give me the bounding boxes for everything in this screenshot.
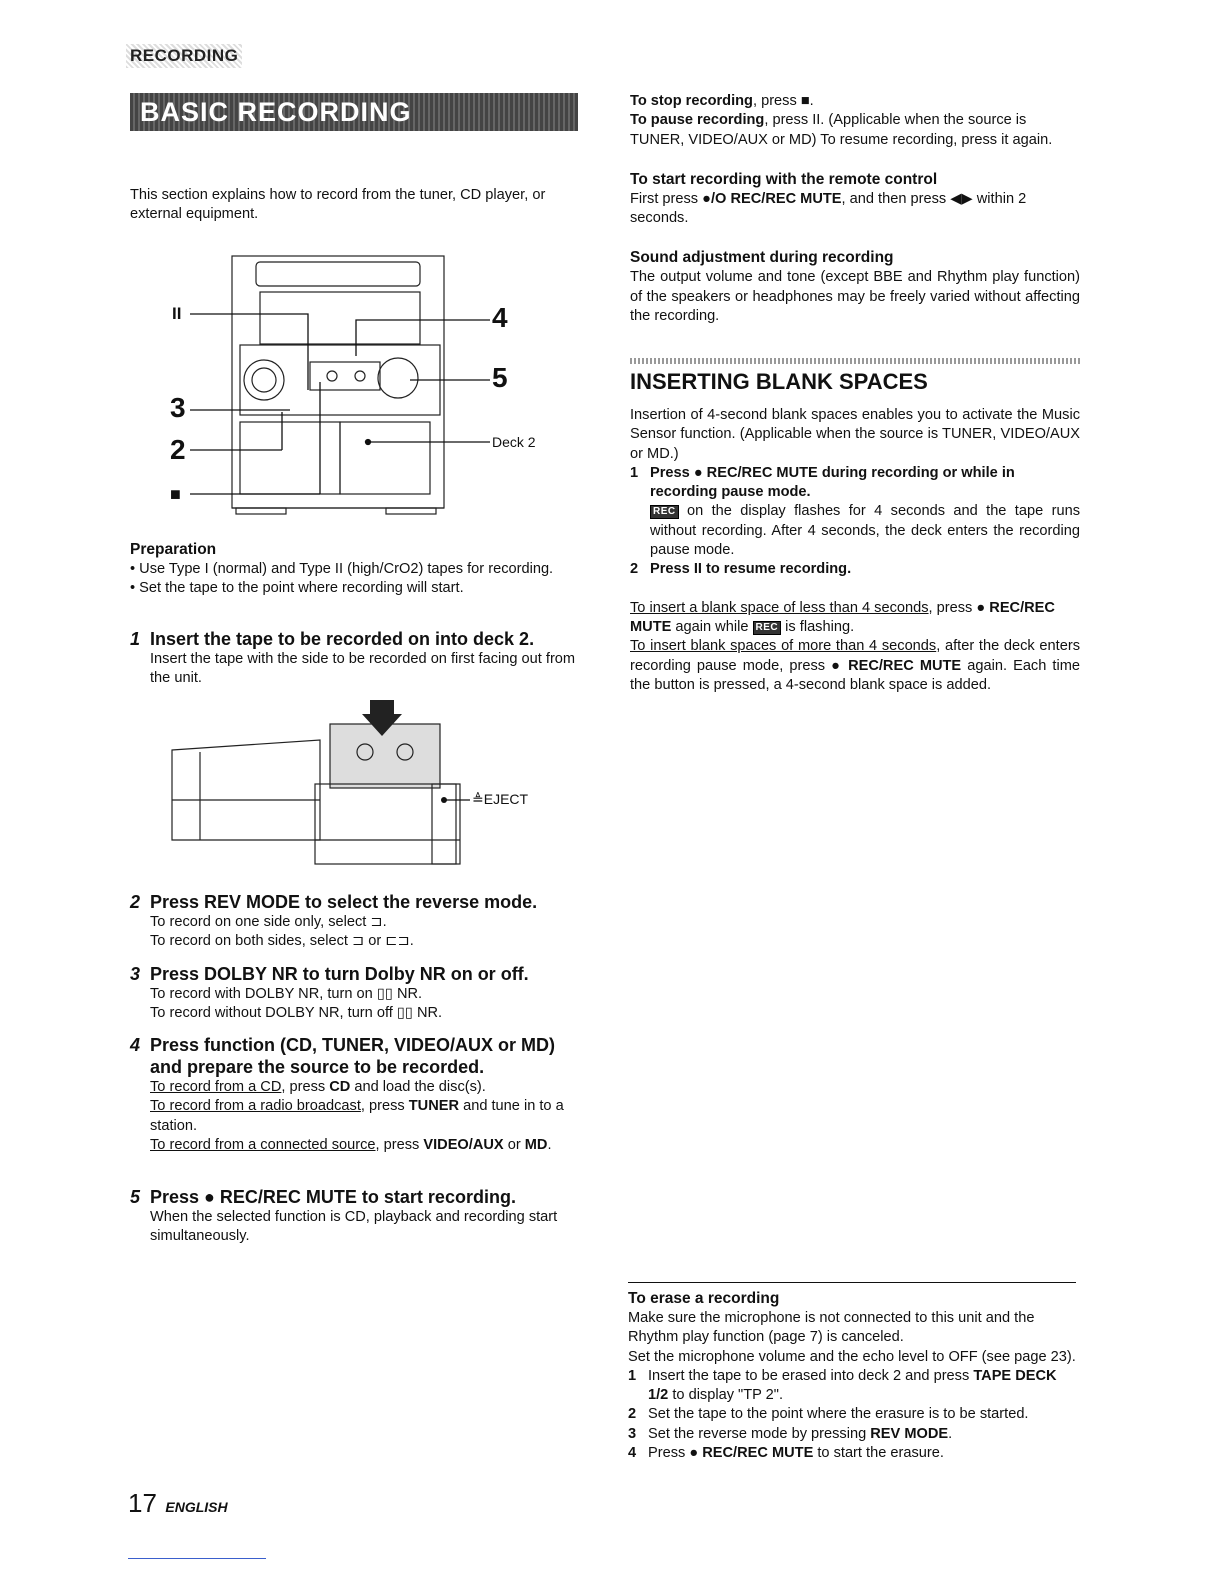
pause-recording-text: To pause recording, press II. (Applicable when the source is TUNER, VIDEO/AUX or MD) To resume recording, press it again.: [630, 112, 1053, 148]
callout-4: 4: [492, 302, 508, 333]
sound-adjustment-title: Sound adjustment during recording: [630, 249, 894, 267]
section-divider: [630, 358, 1080, 364]
preparation-section: [130, 540, 590, 599]
callout-stop: ■: [170, 484, 181, 504]
blank-step-1-body: REC on the display flashes for 4 seconds and the tape runs without recording. After 4 seconds, the deck enters the recording pause mode.: [650, 503, 1080, 559]
language-label: ENGLISH: [165, 1499, 228, 1515]
step-body: Insert the tape with the side to be recorded on first facing out from the unit.: [150, 651, 576, 687]
list-number: 1: [630, 464, 639, 481]
step-4: [130, 1034, 590, 1155]
step-body: When the selected function is CD, playback and recording start simultaneously.: [150, 1209, 558, 1245]
erase-item-3: Set the reverse mode by pressing REV MODE.: [648, 1425, 953, 1442]
preparation-item: • Set the tape to the point where recording will start.: [130, 580, 464, 597]
page-title-banner: [130, 93, 578, 131]
intro-text: This section explains how to record from the tuner, CD player, or external equipment.: [130, 187, 546, 223]
step-number: 1: [130, 629, 141, 649]
step-title: Press REV MODE to select the reverse mode.: [150, 892, 538, 912]
callout-2: 2: [170, 434, 186, 465]
step-4-cd: To record from a CD, press CD and load the disc(s).: [150, 1079, 486, 1095]
step-number: 2: [130, 892, 141, 912]
step-body: To record on one side only, select ⊐.: [150, 914, 387, 930]
blank-spaces-intro: Insertion of 4-second blank spaces enables you to activate the Music Sensor function. (Applicable when the source is TUNER, VIDEO/AUX or MD.): [630, 407, 1080, 462]
list-number: 2: [630, 561, 639, 578]
cassette-deck-illustration: [170, 700, 570, 868]
eject-label: ≜EJECT: [472, 791, 529, 807]
erase-p2: Set the microphone volume and the echo level to OFF (see page 23).: [628, 1348, 1076, 1365]
step-5: [130, 1186, 590, 1247]
step-title: Press ● REC/REC MUTE to start recording.: [150, 1187, 516, 1207]
step-number: 3: [130, 964, 141, 984]
step-4-radio: To record from a radio broadcast, press TUNER and tune in to a station.: [150, 1098, 564, 1134]
unit-front-diagram: [160, 250, 560, 522]
remote-control-title: To start recording with the remote control: [630, 170, 938, 188]
step-3: [130, 963, 590, 1024]
blank-step-1-title: Press ● REC/REC MUTE during recording or while in recording pause mode.: [650, 464, 1015, 501]
blank-spaces-title: INSERTING BLANK SPACES: [630, 369, 928, 394]
erase-section: To erase a recording Make sure the microphone is not connected to this unit and the Rhythm play function (page 7) is canceled. Set the microphone volume and the echo level to OFF (see page 23). 1 Insert the tape to be erased into deck 2 and press TAPE DECK 1/2 to display "TP 2". 2 Set the tape to the point where the erasure is to be started. 3 Set the reverse mode by pressing REV MODE. 4 Press ● REC/REC MUTE to start the erasure.: [628, 1289, 1078, 1463]
step-title: Press DOLBY NR to turn Dolby NR on or off.: [150, 964, 529, 984]
erase-title: To erase a recording: [628, 1290, 780, 1307]
erase-item-4: Press ● REC/REC MUTE to start the erasure.: [648, 1445, 944, 1462]
page-number: 17: [128, 1488, 157, 1518]
blank-spaces-section: [630, 368, 1080, 695]
page-title: BASIC RECORDING: [140, 97, 412, 127]
preparation-title: Preparation: [130, 541, 217, 558]
rec-indicator-icon: REC: [753, 621, 782, 635]
preparation-item: • Use Type I (normal) and Type II (high/CrO2) tapes for recording.: [130, 561, 554, 577]
footer-rule: [128, 1558, 266, 1559]
page-footer: [128, 1488, 228, 1519]
erase-p1: Make sure the microphone is not connected to this unit and the Rhythm play function (page 7) is canceled.: [628, 1310, 1035, 1346]
blank-step-2-title: Press II to resume recording.: [650, 561, 852, 578]
step-body: To record with DOLBY NR, turn on ▯▯ NR.: [150, 986, 423, 1002]
step-number: 5: [130, 1187, 141, 1207]
rec-indicator-icon: REC: [650, 505, 679, 519]
callout-pause: II: [172, 304, 182, 323]
blank-less-than-4: To insert a blank space of less than 4 seconds, press ● REC/REC MUTE again while REC is flashing.: [630, 599, 1055, 635]
callout-5: 5: [492, 362, 508, 393]
stop-recording-text: To stop recording, press ■.: [630, 93, 814, 109]
erase-item-1: Insert the tape to be erased into deck 2 and press TAPE DECK 1/2 to display "TP 2".: [648, 1367, 1057, 1404]
step-title: Press function (CD, TUNER, VIDEO/AUX or MD) and prepare the source to be recorded.: [150, 1035, 556, 1077]
step-2: [130, 891, 590, 952]
step-1: [130, 628, 585, 689]
sound-adjustment-text: The output volume and tone (except BBE and Rhythm play function) of the speakers or headphones may be freely varied without affecting the recording.: [630, 269, 1080, 325]
tape-insert-diagram: [170, 700, 570, 868]
step-number: 4: [130, 1035, 141, 1055]
erase-item-2: Set the tape to the point where the erasure is to be started.: [648, 1406, 1029, 1423]
step-4-source: To record from a connected source, press VIDEO/AUX or MD.: [150, 1136, 552, 1153]
blank-more-than-4: To insert blank spaces of more than 4 seconds, after the deck enters recording pause mode, press ● REC/REC MUTE again. Each time the button is pressed, a 4-second blank space is added.: [630, 638, 1080, 693]
erase-divider: [628, 1282, 1076, 1283]
step-body: To record without DOLBY NR, turn off ▯▯ NR.: [150, 1005, 443, 1022]
right-column-top: [630, 92, 1080, 326]
remote-control-text: First press ●/O REC/REC MUTE, and then press ◀▶ within 2 seconds.: [630, 190, 1027, 227]
deck-2-label: Deck 2: [492, 434, 536, 450]
section-label: RECORDING: [126, 44, 242, 68]
step-title: Insert the tape to be recorded on into deck 2.: [150, 629, 535, 649]
step-body: To record on both sides, select ⊐ or ⊏⊐.: [150, 933, 414, 950]
callout-3: 3: [170, 392, 186, 423]
